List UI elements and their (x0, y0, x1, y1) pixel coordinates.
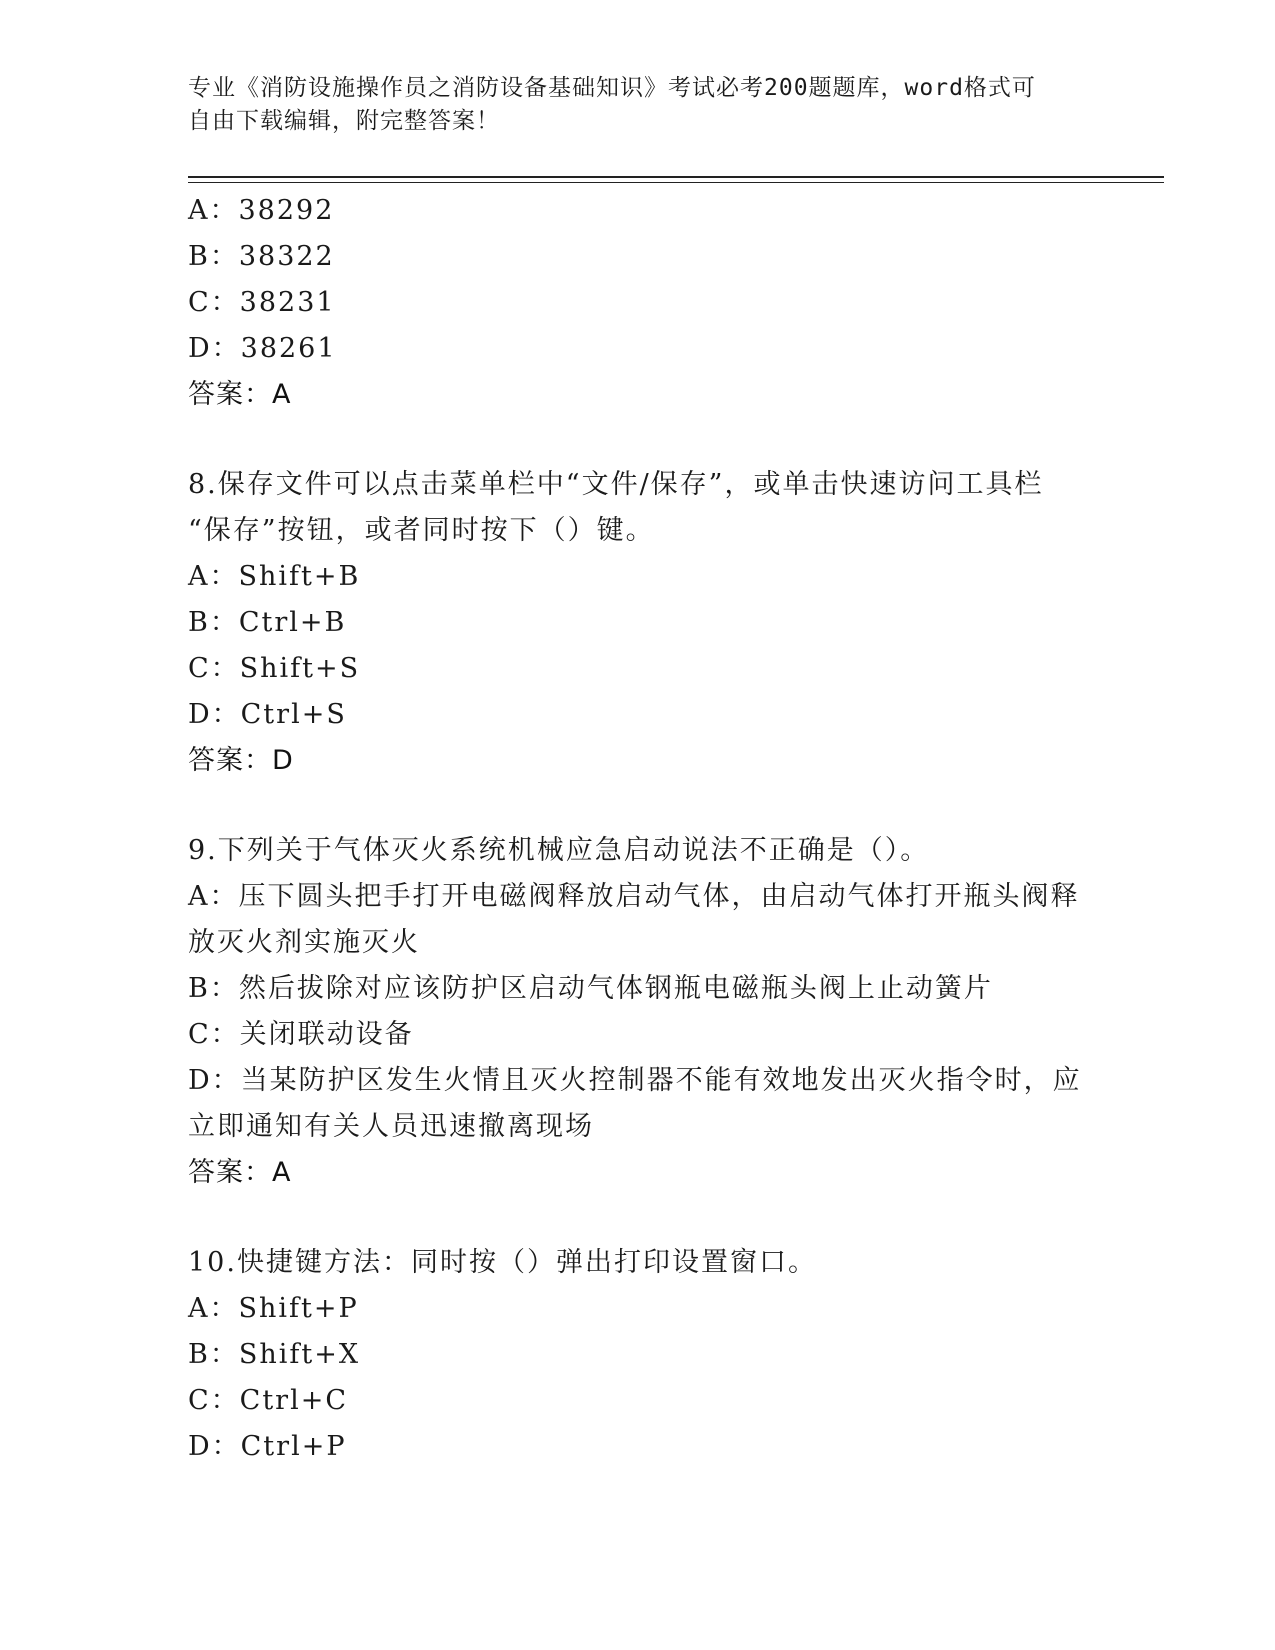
option-c: C：38231 (188, 287, 336, 318)
header-rule-thick (188, 176, 1164, 178)
option-a: A：38292 (188, 195, 335, 226)
option-d-cont: 立即通知有关人员迅速撤离现场 (188, 1111, 594, 1142)
question-8 (188, 462, 1088, 784)
answer-label: 答案：A (188, 379, 292, 410)
option-a: A：Shift+P (188, 1293, 359, 1324)
option-c: C：关闭联动设备 (188, 1019, 414, 1050)
question-gap (188, 1196, 1088, 1240)
question-9 (188, 828, 1088, 1196)
option-a-cont: 放灭火剂实施灭火 (188, 927, 420, 958)
question-10 (188, 1240, 1088, 1470)
option-d: D：38261 (188, 333, 337, 364)
document-header (188, 72, 1068, 138)
option-d: D：当某防护区发生火情且灭火控制器不能有效地发出灭火指令时，应 (188, 1065, 1082, 1096)
answer-label: 答案：D (188, 745, 294, 776)
answer-label: 答案：A (188, 1157, 292, 1188)
question-content (188, 188, 1088, 1470)
question-gap (188, 784, 1088, 828)
question-7 (188, 188, 1088, 418)
option-b: B：38322 (188, 241, 335, 272)
header-line-2: 自由下载编辑，附完整答案！ (188, 108, 500, 134)
option-b: B：Shift+X (188, 1339, 361, 1370)
option-b: B：然后拔除对应该防护区启动气体钢瓶电磁瓶头阀上止动簧片 (188, 973, 993, 1004)
question-stem-cont: “保存”按钮，或者同时按下（）键。 (188, 515, 655, 546)
option-c: C：Ctrl+C (188, 1385, 348, 1416)
header-rule-thin (188, 182, 1164, 183)
option-a: A：压下圆头把手打开电磁阀释放启动气体，由启动气体打开瓶头阀释 (188, 881, 1080, 912)
question-gap (188, 418, 1088, 462)
question-stem: 10.快捷键方法：同时按（）弹出打印设置窗口。 (188, 1247, 817, 1278)
question-stem: 9.下列关于气体灭火系统机械应急启动说法不正确是（）。 (188, 835, 930, 866)
option-c: C：Shift+S (188, 653, 361, 684)
option-d: D：Ctrl+P (188, 1431, 347, 1462)
option-a: A：Shift+B (188, 561, 361, 592)
option-b: B：Ctrl+B (188, 607, 347, 638)
option-d: D：Ctrl+S (188, 699, 347, 730)
question-stem: 8.保存文件可以点击菜单栏中“文件/保存”，或单击快速访问工具栏 (188, 469, 1044, 500)
header-line-1: 专业《消防设施操作员之消防设备基础知识》考试必考200题题库，word格式可 (188, 75, 1036, 101)
